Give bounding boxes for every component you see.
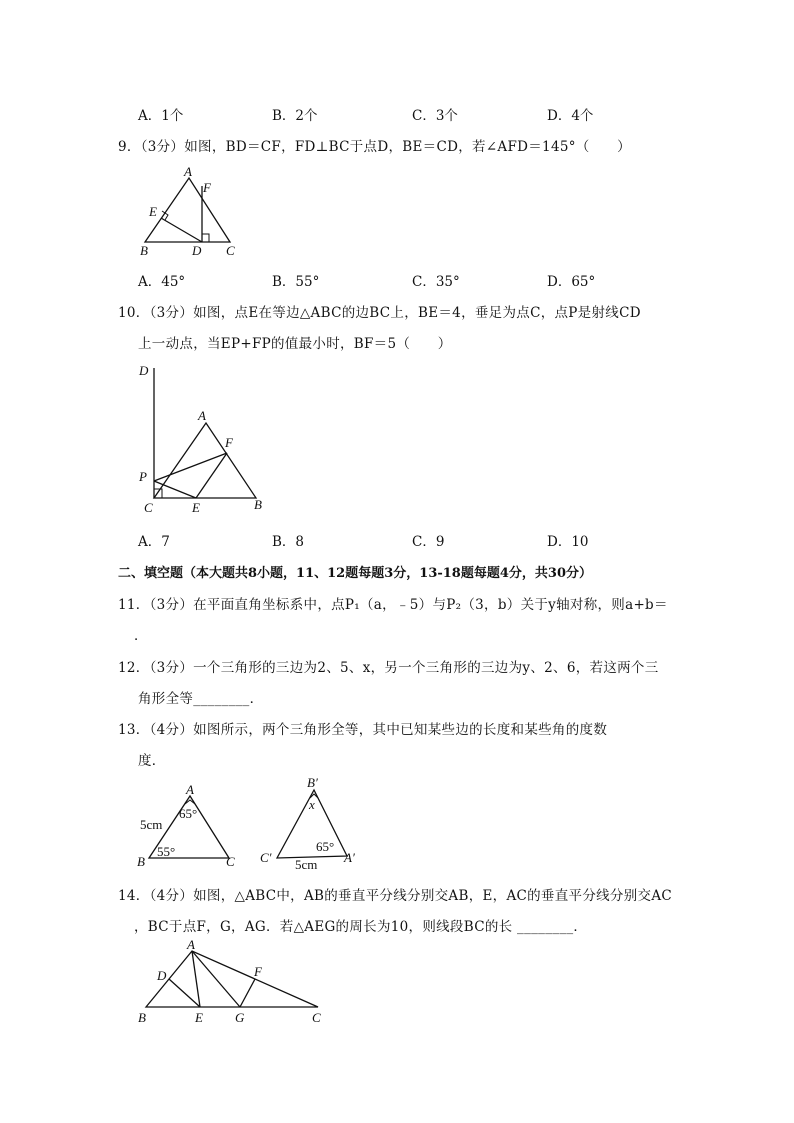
- q10-stem-line1: 10．（3分）如图，点E在等边△ABC的边BC上，BE＝4，垂足为点C，点P是射线CD: [118, 305, 641, 321]
- q13-stem-line2: 度．: [138, 753, 166, 769]
- q14-segment-de: [169, 979, 200, 1007]
- q10-label-c: C: [144, 500, 153, 515]
- q14-figure: [132, 938, 332, 1028]
- q13-label-a: A: [186, 782, 194, 797]
- q9-option-c: C．35°: [412, 274, 460, 290]
- q10-figure: [130, 360, 275, 520]
- q13-label-a2: A′: [344, 850, 355, 865]
- q10-label-p: P: [139, 469, 147, 484]
- q10-label-e: E: [192, 500, 200, 515]
- q10-label-a: A: [198, 408, 206, 423]
- q8-option-b: B．2个: [272, 108, 318, 124]
- q14-label-g: G: [235, 1010, 245, 1025]
- q14-label-b: B: [138, 1010, 146, 1025]
- q9-option-d: D．65°: [547, 274, 596, 290]
- q14-label-d: D: [157, 968, 167, 983]
- q14-label-f: F: [254, 964, 262, 979]
- q9-label-a: A: [184, 164, 192, 179]
- q13-label-b2: B′: [307, 775, 318, 790]
- q13-side-c2a2: 5cm: [295, 857, 318, 872]
- q13-stem-line1: 13．（4分）如图所示，两个三角形全等，其中已知某些边的长度和某些角的度数: [118, 722, 608, 738]
- q11-stem: 11．（3分）在平面直角坐标系中，点P₁（a，﹣5）与P₂（3，b）关于y轴对称，则a+b＝: [118, 597, 668, 613]
- q10-option-a: A．7: [138, 534, 170, 550]
- q14-stem-line1: 14．（4分）如图，△ABC中，AB的垂直平分线分别交AB，E，AC的垂直平分线分别交AC: [118, 888, 672, 904]
- q10-label-f: F: [225, 435, 233, 450]
- q9-label-c: C: [226, 243, 235, 258]
- q13-label-x: x: [309, 797, 315, 812]
- q10-stem-line2: 上一动点，当EP+FP的值最小时，BF＝5（ ）: [138, 336, 452, 352]
- q10-option-c: C．9: [412, 534, 445, 550]
- q9-figure: [135, 160, 245, 262]
- q9-label-e: E: [149, 204, 157, 219]
- q10-option-b: B．8: [272, 534, 305, 550]
- q10-label-d: D: [139, 363, 149, 378]
- q14-label-c: C: [312, 1010, 321, 1025]
- q9-option-b: B．55°: [272, 274, 320, 290]
- q12-stem-line1: 12．（3分）一个三角形的三边为2、5、x，另一个三角形的三边为y、2、6，若这两个三: [118, 660, 659, 676]
- q13-angle-b: 55°: [157, 844, 176, 859]
- q9-label-f: F: [203, 180, 211, 195]
- q8-option-a: A．1个: [138, 108, 184, 124]
- q9-segment-ed: [161, 218, 202, 242]
- q8-option-d: D．4个: [547, 108, 594, 124]
- q9-triangle-abc: [145, 178, 230, 242]
- q9-option-a: A．45°: [138, 274, 186, 290]
- q8-option-c: C．3个: [412, 108, 458, 124]
- q14-stem-line2: ，BC于点F，G，AG．若△AEG的周长为10，则线段BC的长 ________．: [134, 919, 588, 935]
- q13-figure: [135, 772, 365, 872]
- q10-option-d: D．10: [547, 534, 589, 550]
- q11-tail: ．: [134, 628, 148, 644]
- q9-label-d: D: [192, 243, 202, 258]
- q13-label-c: C: [226, 854, 235, 869]
- q13-label-b: B: [137, 854, 145, 869]
- q14-label-e: E: [195, 1010, 203, 1025]
- q13-side-ab: 5cm: [140, 817, 163, 832]
- q14-segment-fg: [240, 979, 255, 1007]
- section-2-title: 二、填空题（本大题共8小题，11、12题每题3分，13-18题每题4分，共30分）: [118, 566, 592, 581]
- q13-label-c2: C′: [260, 850, 272, 865]
- q14-label-a: A: [187, 938, 195, 952]
- q9-stem: 9．（3分）如图，BD＝CF，FD⊥BC于点D，BE＝CD，若∠AFD＝145°（ ）: [118, 139, 631, 155]
- q13-angle-a: 65°: [179, 806, 198, 821]
- q10-segment-pf: [154, 453, 227, 481]
- q10-label-b: B: [254, 497, 262, 512]
- q9-label-b: B: [140, 243, 148, 258]
- q10-segment-ef: [196, 453, 227, 498]
- q13-angle-a2: 65°: [316, 839, 335, 854]
- q12-stem-line2: 角形全等________．: [138, 691, 264, 707]
